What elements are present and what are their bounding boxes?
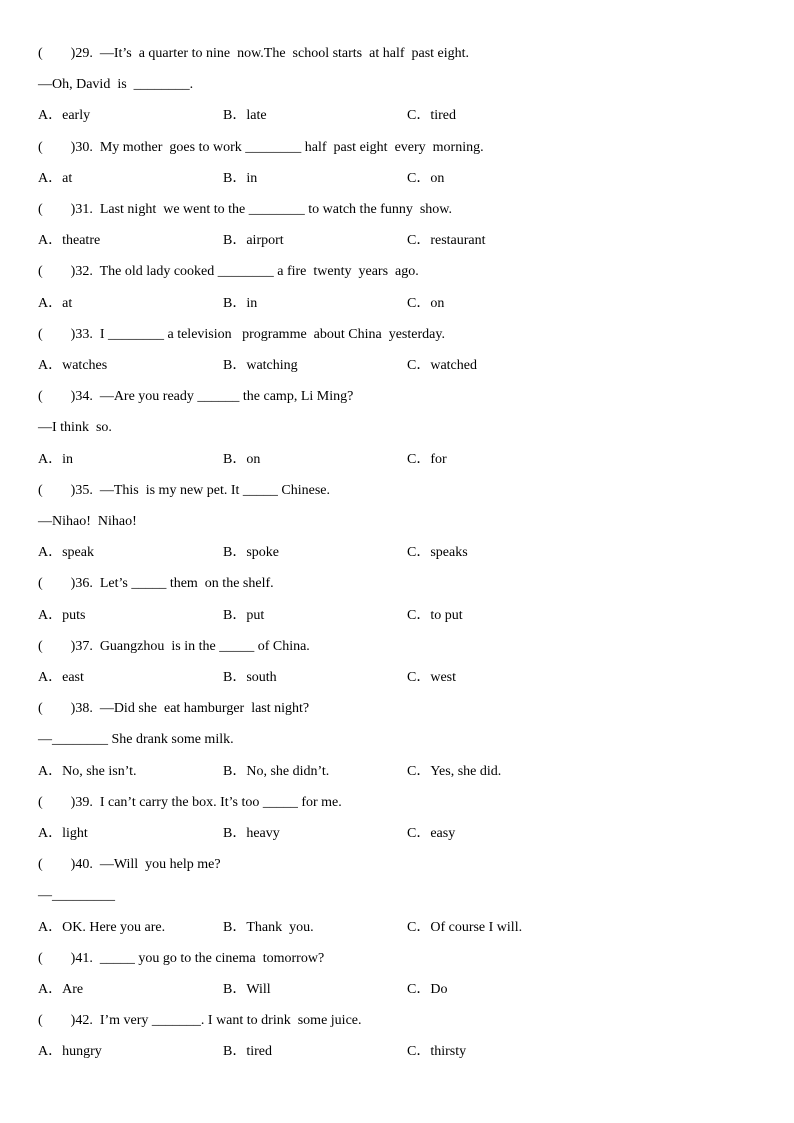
option-c: C．Do <box>407 982 448 997</box>
answer-options <box>38 169 764 189</box>
option-b: B．watching <box>223 358 298 373</box>
question-reply: —________ She drank some milk. <box>38 732 234 748</box>
question-stem: ( )37. Guangzhou is in the _____ of China. <box>38 638 310 654</box>
question-stem: ( )36. Let’s _____ them on the shelf. <box>38 576 274 592</box>
option-a: A．hungry <box>38 1044 102 1060</box>
option-a: A．east <box>38 670 84 685</box>
question-stem: ( )32. The old lady cooked ________ a fire twenty years ago. <box>38 264 419 280</box>
question-stem: ( )39. I can’t carry the box. It’s too _____ for me. <box>38 794 342 810</box>
option-b: B．heavy <box>223 826 280 841</box>
option-b: B．on <box>223 451 261 467</box>
answer-options <box>38 356 764 376</box>
answer-options <box>38 1042 764 1062</box>
answer-options <box>38 543 764 563</box>
option-a: A．Are <box>38 982 84 997</box>
option-c: C．Yes, she did. <box>407 763 502 779</box>
answer-options <box>38 980 764 1000</box>
question-stem: ( )35. —This is my new pet. It _____ Chinese. <box>38 482 331 498</box>
option-a: A．at <box>38 170 73 186</box>
option-b: B．airport <box>223 233 284 249</box>
option-c: C．tired <box>407 108 456 124</box>
option-c: C．Of course I will. <box>407 919 523 935</box>
option-a: A．watches <box>38 358 108 373</box>
question-reply: —_________ <box>38 888 115 904</box>
option-a: A．early <box>38 108 91 124</box>
question-reply: —Nihao! Nihao! <box>38 514 137 529</box>
option-a: A．at <box>38 295 73 311</box>
answer-options <box>38 450 764 470</box>
option-b: B．No, she didn’t. <box>223 763 330 779</box>
option-b: B．tired <box>223 1044 272 1060</box>
option-b: B．put <box>223 607 265 623</box>
option-c: C．restaurant <box>407 233 486 249</box>
option-b: B．Will <box>223 982 271 997</box>
option-c: C．thirsty <box>407 1044 467 1060</box>
option-b: B．spoke <box>223 545 279 561</box>
question-stem: ( )41. _____ you go to the cinema tomorrow? <box>38 950 325 966</box>
answer-options <box>38 231 764 251</box>
question-stem: ( )40. —Will you help me? <box>38 857 221 873</box>
option-c: C．watched <box>407 358 477 373</box>
option-b: B．in <box>223 170 258 186</box>
option-b: B．Thank you. <box>223 919 314 935</box>
option-b: B．south <box>223 670 277 685</box>
question-stem: ( )29. —It’s a quarter to nine now.The school starts at half past eight. <box>38 46 470 61</box>
question-stem: ( )34. —Are you ready ______ the camp, Li Ming? <box>38 389 354 405</box>
answer-options <box>38 824 764 844</box>
option-c: C．on <box>407 295 445 311</box>
option-c: C．on <box>407 170 445 186</box>
answer-options <box>38 106 764 126</box>
question-stem: ( )33. I ________ a television programme about China yesterday. <box>38 326 445 342</box>
question-stem: ( )31. Last night we went to the ________ to watch the funny show. <box>38 202 452 217</box>
option-a: A．speak <box>38 545 94 561</box>
option-a: A．OK. Here you are. <box>38 919 166 935</box>
answer-options <box>38 294 764 314</box>
option-c: C．easy <box>407 826 456 841</box>
option-a: A．light <box>38 826 88 841</box>
option-c: C．for <box>407 451 447 467</box>
question-stem: ( )30. My mother goes to work ________ half past eight every morning. <box>38 139 484 155</box>
answer-options <box>38 918 764 938</box>
option-a: A．No, she isn’t. <box>38 763 137 779</box>
option-a: A．theatre <box>38 233 101 249</box>
option-a: A．puts <box>38 607 86 623</box>
option-b: B．in <box>223 295 258 311</box>
question-stem: ( )38. —Did she eat hamburger last night? <box>38 701 310 717</box>
option-c: C．to put <box>407 607 463 623</box>
question-reply: —Oh, David is ________. <box>38 77 194 93</box>
question-stem: ( )42. I’m very _______. I want to drink some juice. <box>38 1013 362 1029</box>
option-c: C．speaks <box>407 545 468 561</box>
question-reply: —I think so. <box>38 420 112 436</box>
answer-options <box>38 606 764 626</box>
answer-options <box>38 668 764 688</box>
option-b: B．late <box>223 108 267 124</box>
answer-options <box>38 762 764 782</box>
option-c: C．west <box>407 670 456 685</box>
option-a: A．in <box>38 451 73 467</box>
